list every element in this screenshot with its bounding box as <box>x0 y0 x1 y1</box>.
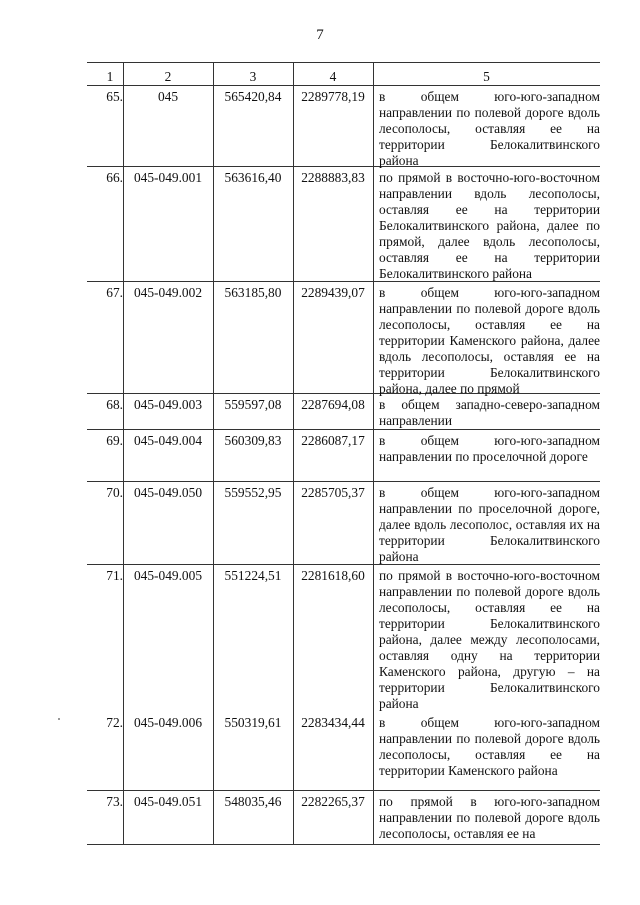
boundary-description: по прямой в восточно-юго-восточном направлении вдоль лесополосы, оставляя ее на территории Белокалитвинского района, далее по прямой, далее вдоль лесополосы, оставляя ее на территории Белокалитвинского района <box>379 170 600 281</box>
coordinate-x: 548035,46 <box>224 794 282 809</box>
table-row <box>87 167 600 282</box>
point-code: 045-049.003 <box>133 397 203 412</box>
row-number: 69. <box>106 433 123 448</box>
coordinate-x: 560309,83 <box>224 433 282 448</box>
row-number: 71. <box>106 568 123 583</box>
coordinate-y: 2289778,19 <box>301 89 365 104</box>
header-cell-col5: 5 <box>483 69 490 84</box>
header-cell-col3: 3 <box>249 69 257 84</box>
point-code: 045-049.004 <box>133 433 203 448</box>
coordinate-x: 565420,84 <box>224 89 282 104</box>
table-row <box>87 565 600 712</box>
boundary-description: в общем юго-юго-западном направлении по проселочной дороге, далее вдоль лесополос, оставляя их на территории Белокалитвинского района <box>379 485 600 564</box>
coordinate-y: 2289439,07 <box>301 285 365 300</box>
point-code: 045-049.002 <box>133 285 203 300</box>
row-number: 67. <box>106 285 123 300</box>
table-row <box>87 482 600 565</box>
table-row <box>87 791 600 843</box>
coordinate-y: 2287694,08 <box>301 397 365 412</box>
point-code: 045-049.005 <box>133 568 203 583</box>
boundary-description: в общем юго-юго-западном направлении по полевой дороге вдоль лесополосы, оставляя ее на территории Каменского района, далее вдоль лесополосы, оставляя ее на территории Белокалитвинского района, далее по прямой <box>379 285 600 396</box>
coordinate-x: 563185,80 <box>224 285 282 300</box>
boundary-table <box>87 62 600 845</box>
point-code: 045 <box>157 89 179 104</box>
coordinate-y: 2286087,17 <box>301 433 365 448</box>
coordinate-x: 551224,51 <box>224 568 282 583</box>
coordinate-y: 2282265,37 <box>301 794 365 809</box>
table-row <box>87 712 600 791</box>
scan-speck <box>58 718 60 720</box>
row-number: 73. <box>106 794 123 809</box>
coordinate-x: 559552,95 <box>224 485 282 500</box>
boundary-description: по прямой в юго-юго-западном направлении по полевой дороге вдоль лесополосы, оставляя ее на <box>379 794 600 841</box>
coordinate-x: 559597,08 <box>224 397 282 412</box>
table-header-row <box>87 63 600 86</box>
point-code: 045-049.006 <box>133 715 203 730</box>
coordinate-x: 550319,61 <box>224 715 282 730</box>
boundary-description: в общем юго-юго-западном направлении по полевой дороге вдоль лесополосы, оставляя ее на территории Белокалитвинского района <box>379 89 600 168</box>
header-cell-col4: 4 <box>329 69 337 84</box>
table-row <box>87 282 600 394</box>
row-number: 65. <box>106 89 123 104</box>
row-number: 68. <box>106 397 123 412</box>
boundary-description: по прямой в восточно-юго-восточном направлении по полевой дороге вдоль лесополосы, оставляя ее на территории Белокалитвинского района, далее между лесополосами, оставляя одну на территории Каменского района, другую – на территории Белокалитвинского района <box>379 568 600 711</box>
boundary-description: в общем западно-северо-западном направлении <box>379 397 600 428</box>
header-cell-col1: 1 <box>106 69 114 84</box>
boundary-description: в общем юго-юго-западном направлении по проселочной дороге <box>379 433 600 464</box>
coordinate-x: 563616,40 <box>224 170 282 185</box>
coordinate-y: 2283434,44 <box>301 715 365 730</box>
boundary-description: в общем юго-юго-западном направлении по полевой дороге вдоль лесополосы, оставляя ее на территории Каменского района <box>379 715 600 778</box>
table-row <box>87 430 600 482</box>
row-number: 72. <box>106 715 123 730</box>
row-number: 66. <box>106 170 123 185</box>
point-code: 045-049.050 <box>133 485 203 500</box>
point-code: 045-049.001 <box>133 170 203 185</box>
coordinate-y: 2288883,83 <box>301 170 365 185</box>
header-cell-col2: 2 <box>164 69 172 84</box>
coordinate-y: 2285705,37 <box>301 485 365 500</box>
point-code: 045-049.051 <box>133 794 203 809</box>
table-row <box>87 86 600 167</box>
table-row <box>87 394 600 430</box>
row-number: 70. <box>106 485 123 500</box>
coordinate-y: 2281618,60 <box>301 568 365 583</box>
page-number: 7 <box>316 27 324 43</box>
